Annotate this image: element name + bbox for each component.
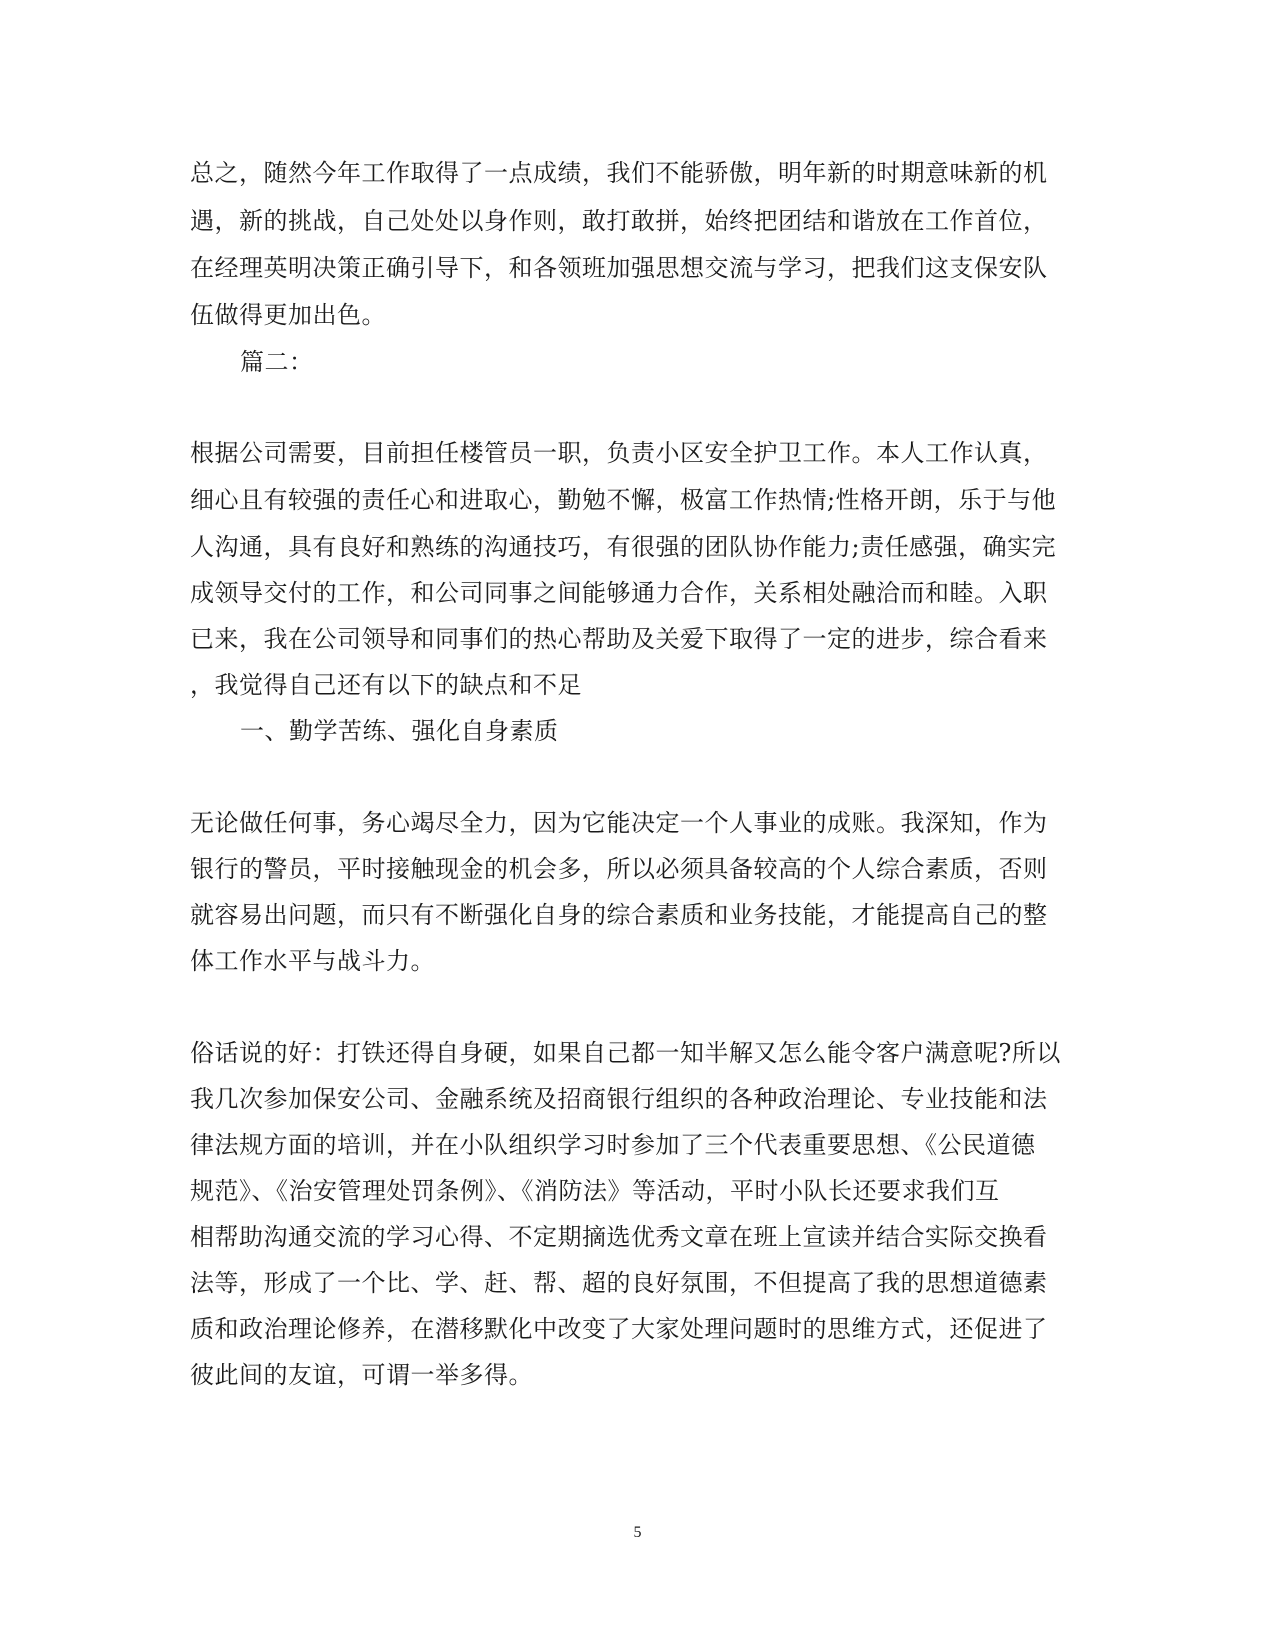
text-line: 就容易出问题，而只有不断强化自身的综合素质和业务技能，才能提高自己的整 [190, 901, 1048, 929]
text-line: 彼此间的友谊，可谓一举多得。 [190, 1361, 533, 1389]
text-line: ，我觉得自己还有以下的缺点和不足 [190, 671, 582, 699]
text-line: 人沟通，具有良好和熟练的沟通技巧，有很强的团队协作能力;责任感强，确实完 [190, 533, 1057, 561]
text-line: 我几次参加保安公司、金融系统及招商银行组织的各种政治理论、专业技能和法 [190, 1085, 1048, 1113]
subheading: 一、勤学苦练、强化自身素质 [240, 717, 559, 745]
text-line: 法等，形成了一个比、学、赶、帮、超的良好氛围，不但提高了我的思想道德素 [190, 1269, 1048, 1297]
text-line: 律法规方面的培训，并在小队组织学习时参加了三个代表重要思想、《公民道德 [190, 1131, 1036, 1159]
text-line: 已来，我在公司领导和同事们的热心帮助及关爱下取得了一定的进步，综合看来 [190, 625, 1048, 653]
text-line: 相帮助沟通交流的学习心得、不定期摘选优秀文章在班上宣读并结合实际交换看 [190, 1223, 1048, 1251]
text-line: 银行的警员，平时接触现金的机会多，所以必须具备较高的个人综合素质，否则 [190, 855, 1048, 883]
page-number: 5 [633, 1524, 642, 1541]
text-line: 根据公司需要，目前担任楼管员一职，负责小区安全护卫工作。本人工作认真， [190, 439, 1048, 467]
text-line: 无论做任何事，务心竭尽全力，因为它能决定一个人事业的成账。我深知，作为 [190, 809, 1048, 837]
text-line: 在经理英明决策正确引导下，和各领班加强思想交流与学习，把我们这支保安队 [190, 254, 1048, 282]
text-line: 质和政治理论修养，在潜移默化中改变了大家处理问题时的思维方式，还促进了 [190, 1315, 1048, 1343]
text-line: 规范》、《治安管理处罚条例》、《消防法》等活动，平时小队长还要求我们互 [190, 1177, 1000, 1205]
text-line: 遇，新的挑战，自己处处以身作则，敢打敢拼，始终把团结和谐放在工作首位， [190, 207, 1048, 235]
text-line: 总之，随然今年工作取得了一点成绩，我们不能骄傲，明年新的时期意味新的机 [190, 159, 1048, 187]
section-heading: 篇二： [240, 348, 314, 376]
text-line: 伍做得更加出色。 [190, 301, 386, 329]
text-line: 体工作水平与战斗力。 [190, 947, 435, 975]
text-line: 成领导交付的工作，和公司同事之间能够通力合作，关系相处融洽而和睦。入职 [190, 579, 1048, 607]
text-line: 细心且有较强的责任心和进取心，勤勉不懈，极富工作热情;性格开朗，乐于与他 [190, 486, 1057, 514]
text-line: 俗话说的好：打铁还得自身硬，如果自己都一知半解又怎么能令客户满意呢?所以 [190, 1039, 1061, 1067]
